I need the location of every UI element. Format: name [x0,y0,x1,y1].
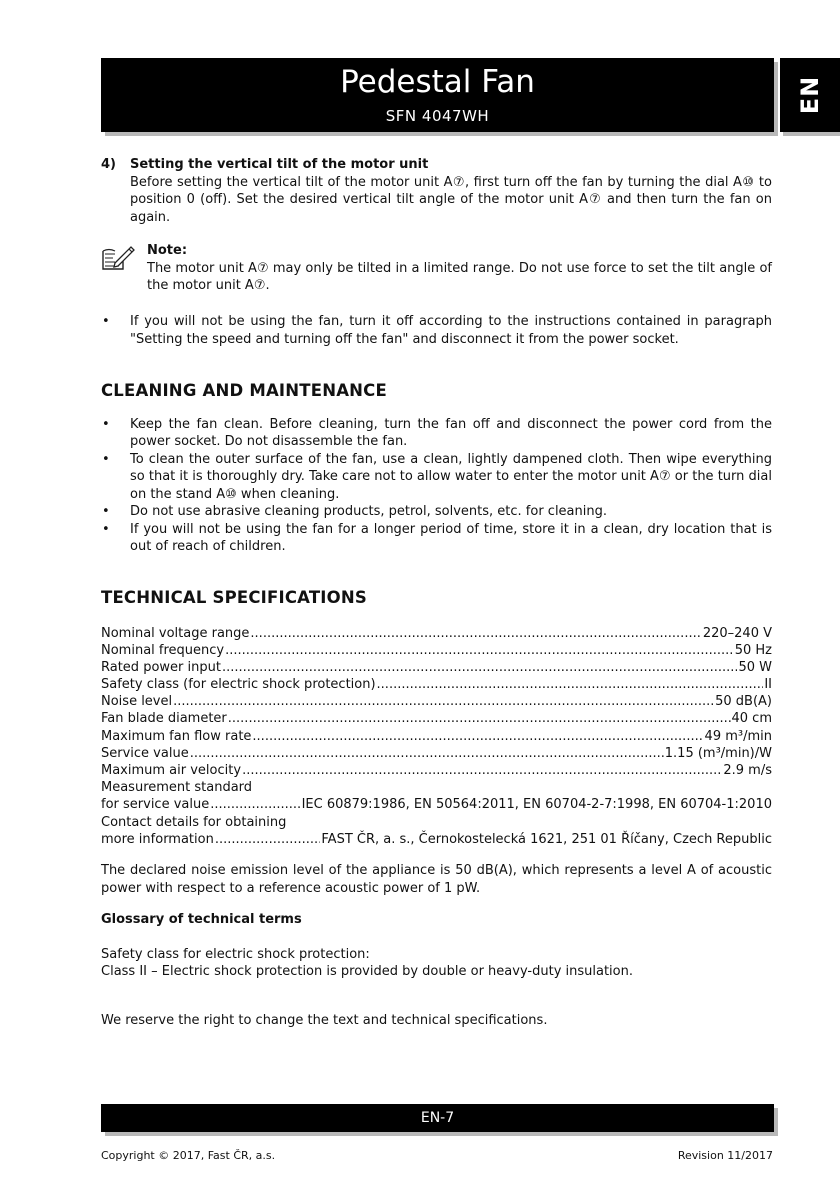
spec-label: Rated power input [101,659,221,675]
spec-row [101,625,772,642]
spec-label: Nominal frequency [101,642,225,658]
spec-value: 50 dB(A) [715,694,772,710]
reserve-notice: We reserve the right to change the text and technical specifications. [101,1013,548,1028]
list-item: • To clean the outer surface of the fan, use a clean, lightly dampened cloth. Then wipe everything so that it is thoroughly dry. Take care not to allow water to enter the motor unit A⑦ or the turn dial on the stand A⑩ when cleaning. [101,451,772,504]
spec-value: IEC 60879:1986, EN 50564:2011, EN 60704-2-7:1998, EN 60704-1:2010 [301,797,772,813]
spec-row [101,693,772,710]
glossary-line: Class II – Electric shock protection is provided by double or heavy-duty insulation. [101,964,633,979]
spec-row [101,676,772,693]
spec-row [101,796,772,813]
spec-label: Fan blade diameter [101,711,227,727]
usage-bullet-block [101,313,772,348]
spec-label: Maximum fan flow rate [101,728,252,744]
spec-row [101,831,772,848]
section-title: Setting the vertical tilt of the motor unit [130,157,429,172]
spec-label: Nominal voltage range [101,625,250,641]
list-item: • If you will not be using the fan, turn it off according to the instructions contained in paragraph "Setting the speed and turning off the fan" and disconnect it from the power socket. [101,313,772,348]
section-number: 4) [101,157,116,172]
spec-label-line [101,779,772,796]
spec-label: Safety class (for electric shock protection) [101,677,376,693]
page-number: EN-7 [420,1110,455,1126]
glossary-section [101,911,772,981]
note-pencil-icon [101,245,135,271]
spec-row [101,745,772,762]
glossary-line: Safety class for electric shock protection: [101,946,370,962]
page-number-bar [101,1104,774,1132]
spec-label: more information [101,831,214,847]
spec-value: 220–240 V [702,625,772,641]
spec-value: 50 W [738,659,772,675]
spec-label: Contact details for obtaining [101,814,287,830]
spec-value: 50 Hz [734,642,772,658]
spec-row [101,710,772,727]
note-text: The motor unit A⑦ may only be tilted in a limited range. Do not use force to set the tilt angle of the motor unit A⑦. [147,260,772,293]
list-item: • Do not use abrasive cleaning products, petrol, solvents, etc. for cleaning. [101,503,772,521]
note-label: Note: [147,243,188,258]
spec-label: Maximum air velocity [101,763,242,778]
specs-table [101,625,772,848]
cleaning-heading: CLEANING AND MAINTENANCE [101,381,387,400]
specs-heading: TECHNICAL SPECIFICATIONS [101,588,367,607]
spec-label-line [101,814,772,831]
document-title: Pedestal Fan [340,64,535,100]
list-item: • Keep the fan clean. Before cleaning, turn the fan off and disconnect the power cord from the power socket. Do not disassemble the fan. [101,416,772,451]
section-text: Before setting the vertical tilt of the motor unit A⑦, first turn off the fan by turning the dial A⑩ to position 0 (off). Set the desired vertical tilt angle of the motor unit A⑦ and then turn the fan on again. [130,174,772,225]
spec-value: FAST ČR, a. s., Černokostelecká 1621, 251 01 Říčany, Czech Republic [321,831,772,847]
spec-row [101,642,772,659]
model-number: SFN 4047WH [385,107,490,125]
cleaning-section [101,382,772,556]
copyright: Copyright © 2017, Fast ČR, a.s. [101,1149,276,1162]
noise-paragraph: The declared noise emission level of the appliance is 50 dB(A), which represents a level A of acoustic power with respect to a reference acoustic power of 1 pW. [101,863,772,896]
spec-value: 1.15 (m³/min)/W [664,745,772,761]
glossary-heading: Glossary of technical terms [101,912,302,927]
spec-label: Service value [101,745,189,761]
page-header [101,58,774,132]
spec-label: Measurement standard [101,780,253,796]
revision: Revision 11/2017 [677,1149,773,1162]
list-item: • If you will not be using the fan for a longer period of time, store it in a clean, dry location that is out of reach of children. [101,521,772,556]
spec-label: for service value [101,797,210,813]
spec-value: 40 cm [731,711,772,727]
spec-row [101,659,772,676]
note-block [101,242,772,295]
spec-label: Noise level [101,694,173,710]
spec-row [101,762,772,779]
spec-row [101,728,772,745]
specs-section [101,589,772,848]
language-tab [780,58,840,132]
spec-value: II [764,677,772,693]
language-code: EN [796,75,824,115]
spec-value: 2.9 m/s [723,763,772,778]
spec-value: 49 m³/min [704,728,772,744]
section-tilt [101,156,772,226]
